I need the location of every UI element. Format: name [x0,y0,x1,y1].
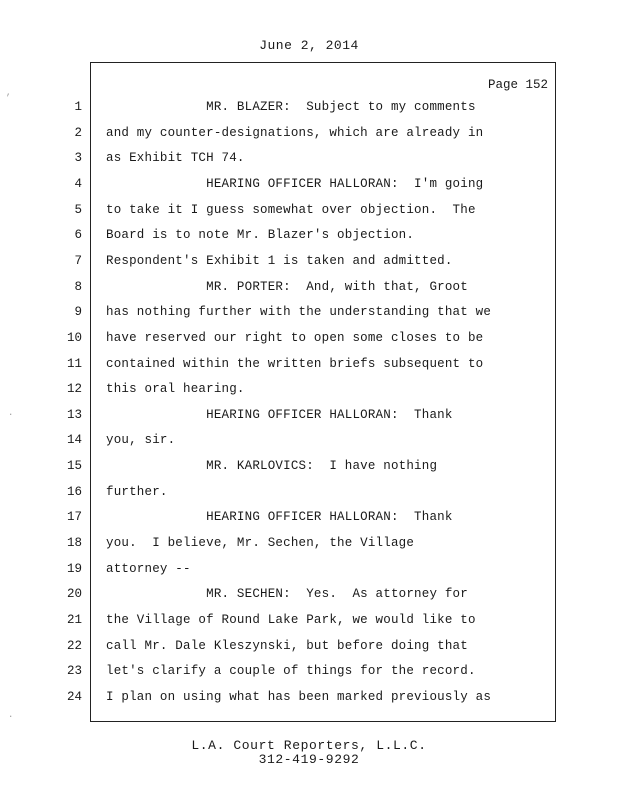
line-number: 19 [66,562,82,576]
line-number: 1 [74,100,82,114]
line-number: 20 [66,587,82,601]
line-number: 21 [66,613,82,627]
line-number: 11 [66,357,82,371]
line-text: call Mr. Dale Kleszynski, but before doing that [106,639,468,653]
line-text: and my counter-designations, which are already in [106,126,484,140]
line-number: 7 [74,254,82,268]
line-number: 5 [74,203,82,217]
line-text: the Village of Round Lake Park, we would like to [106,613,476,627]
line-text: MR. SECHEN: Yes. As attorney for [106,587,468,601]
line-text: MR. BLAZER: Subject to my comments [106,100,476,114]
line-text: you. I believe, Mr. Sechen, the Village [106,536,415,550]
scan-mark: , [6,88,12,98]
line-number: 22 [66,639,82,653]
page-number: Page 152 [487,78,548,92]
line-number: 10 [66,331,82,345]
line-text: to take it I guess somewhat over objection. The [106,203,476,217]
header-date: June 2, 2014 [259,38,359,53]
scan-mark: . [8,710,14,720]
line-text: HEARING OFFICER HALLORAN: Thank [106,408,453,422]
line-text: HEARING OFFICER HALLORAN: Thank [106,510,453,524]
line-text: HEARING OFFICER HALLORAN: I'm going [106,177,484,191]
line-number: 17 [66,510,82,524]
line-number: 9 [74,305,82,319]
line-text: let's clarify a couple of things for the record. [106,664,476,678]
line-text: as Exhibit TCH 74. [106,151,245,165]
line-number: 12 [66,382,82,396]
line-text: this oral hearing. [106,382,245,396]
line-number: 6 [74,228,82,242]
line-number: 4 [74,177,82,191]
line-text: contained within the written briefs subsequent to [106,357,484,371]
line-text: attorney -- [106,562,191,576]
line-text: MR. PORTER: And, with that, Groot [106,280,468,294]
line-text: has nothing further with the understanding that we [106,305,492,319]
line-text: have reserved our right to open some closes to be [106,331,484,345]
line-number: 2 [74,126,82,140]
line-text: further. [106,485,168,499]
line-text: Respondent's Exhibit 1 is taken and admitted. [106,254,453,268]
line-number: 23 [66,664,82,678]
line-number: 24 [66,690,82,704]
line-number: 15 [66,459,82,473]
line-number: 18 [66,536,82,550]
line-number: 14 [66,433,82,447]
line-number: 13 [66,408,82,422]
footer-phone: 312-419-9292 [258,752,360,767]
line-number: 3 [74,151,82,165]
line-text: Board is to note Mr. Blazer's objection. [106,228,415,242]
line-number: 8 [74,280,82,294]
footer-firm: L.A. Court Reporters, L.L.C. [191,738,427,753]
line-text: I plan on using what has been marked previously as [106,690,492,704]
line-text: you, sir. [106,433,176,447]
scan-mark: . [8,408,14,418]
line-text: MR. KARLOVICS: I have nothing [106,459,438,473]
line-number: 16 [66,485,82,499]
